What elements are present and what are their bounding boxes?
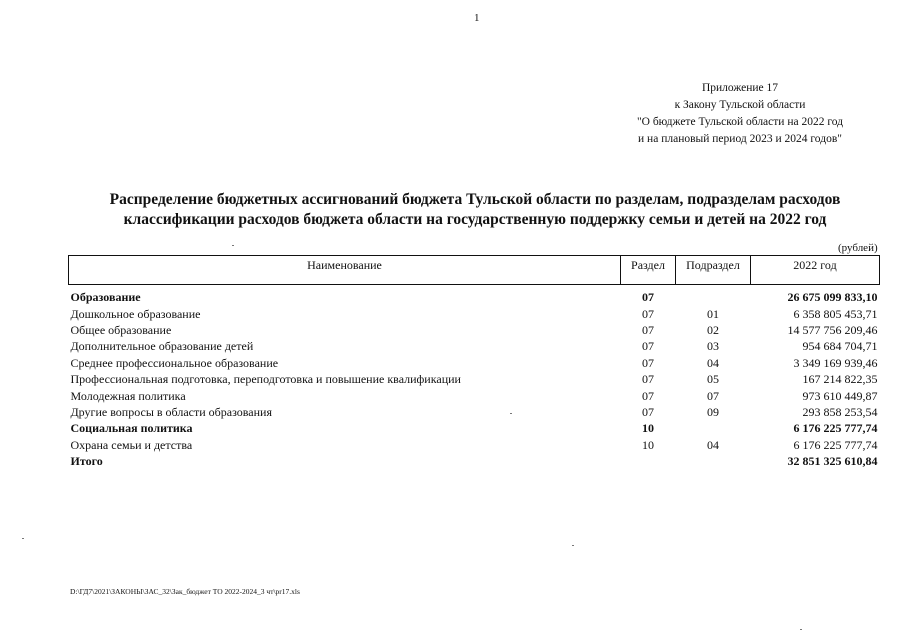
table-row [69,437,880,453]
row-section: 07 [642,372,654,387]
row-amount: 6 358 805 453,71 [793,306,878,321]
table-row [69,387,880,403]
row-section: 07 [642,290,654,305]
table-row [69,404,880,420]
row-section: 10 [642,421,654,436]
row-subsection [676,453,751,469]
table-row [69,371,880,387]
row-amount: 6 176 225 777,74 [793,421,878,436]
table-row [69,355,880,371]
row-amount: 32 851 325 610,84 [787,454,878,469]
table-body [69,285,880,470]
file-path-footer: D:\ГД7\2021\ЗАКОНЫ\ЗАС_32\Зак_бюджет ТО 2022-2024_3 чт\pr17.xls [70,587,300,596]
row-name: Социальная политика [70,421,193,436]
row-amount: 167 214 822,35 [802,372,878,387]
document-title [60,190,890,230]
row-amount: 6 176 225 777,74 [793,437,878,452]
row-section: 07 [642,404,654,419]
table-row [69,338,880,354]
table-row [69,420,880,436]
row-subsection [676,289,751,305]
title-line-1: Распределение бюджетных ассигнований бюджета Тульской области по разделам, подразделам расходов [109,191,841,208]
row-subsection: 03 [707,339,719,354]
row-section: 10 [642,437,654,452]
row-subsection: 05 [707,372,719,387]
row-section: 07 [642,388,654,403]
header-subsection: Подраздел [676,256,751,285]
row-name: Молодежная политика [70,388,186,403]
scan-speck [232,245,234,246]
row-section: 07 [642,355,654,370]
scan-speck [510,413,512,414]
scan-speck [22,538,24,539]
row-name: Дополнительное образование детей [70,339,254,354]
row-subsection: 07 [707,388,719,403]
appendix-line-2: к Закону Тульской области [674,99,806,111]
row-amount: 26 675 099 833,10 [787,290,878,305]
header-section: Раздел [621,256,676,285]
row-section: 07 [642,322,654,337]
table-row [69,305,880,321]
row-name: Общее образование [70,322,172,337]
table-row [69,289,880,305]
units-label: (рублей) [838,242,878,254]
table-header-row [69,256,880,285]
budget-table [68,255,880,469]
row-section: 07 [642,306,654,321]
appendix-reference [600,80,880,148]
row-name: Итого [70,454,103,469]
scan-speck [800,629,802,630]
row-subsection: 09 [707,404,719,419]
row-section: 07 [642,339,654,354]
row-subsection: 04 [707,355,719,370]
row-amount: 293 858 253,54 [802,404,878,419]
row-name: Среднее профессиональное образование [70,355,279,370]
row-subsection: 04 [707,437,719,452]
scan-speck [572,545,574,546]
table-row [69,453,880,469]
row-amount: 954 684 704,71 [802,339,878,354]
row-amount: 973 610 449,87 [802,388,878,403]
row-name: Охрана семьи и детства [70,437,193,452]
row-subsection [676,420,751,436]
header-year: 2022 год [751,256,880,285]
row-name: Дошкольное образование [70,306,201,321]
row-name: Профессиональная подготовка, переподготовка и повышение квалификации [70,372,461,387]
page-number: 1 [474,12,480,24]
row-section [621,453,676,469]
appendix-line-1: Приложение 17 [701,82,779,94]
appendix-line-4: и на плановый период 2023 и 2024 годов" [638,133,842,145]
row-name: Другие вопросы в области образования [70,404,272,419]
row-subsection: 01 [707,306,719,321]
row-amount: 14 577 756 209,46 [787,322,878,337]
row-subsection: 02 [707,322,719,337]
row-amount: 3 349 169 939,46 [793,355,878,370]
appendix-line-3: "О бюджете Тульской области на 2022 год [636,116,844,128]
title-line-2: классификации расходов бюджета области на государственную поддержку семьи и детей на 2022 год [123,211,827,228]
header-name: Наименование [69,256,621,285]
table-row [69,322,880,338]
row-name: Образование [70,290,141,305]
